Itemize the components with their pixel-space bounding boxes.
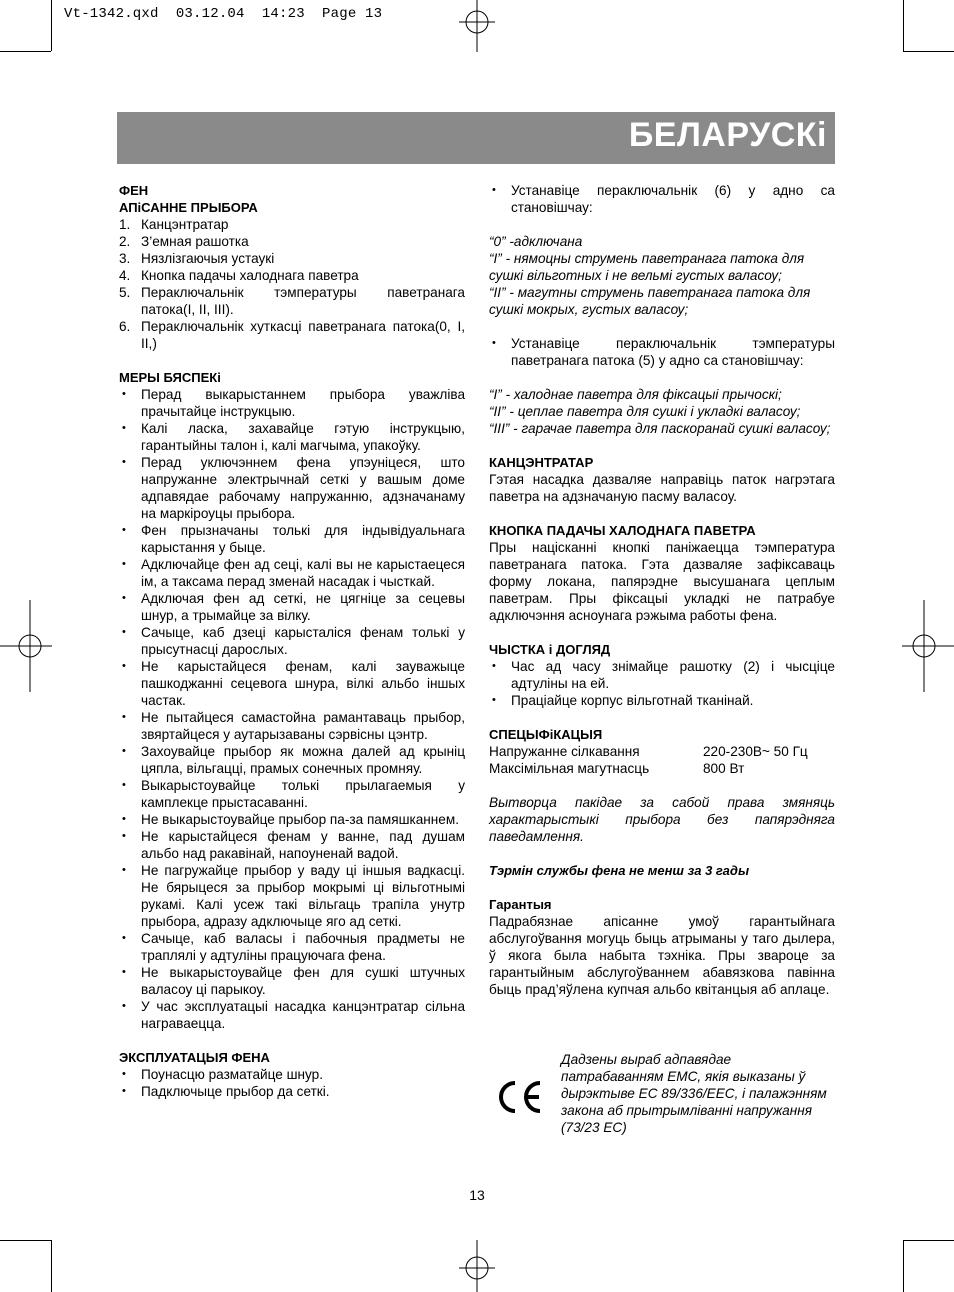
- concentrator-text: Гэтая насадка дазваляе направiць паток нагрэтага паветра на адзначаную пасму валасоу.: [489, 472, 835, 504]
- list-item: • Не карыстайцеся фенам, калі заувaжыце пашкоджанні сецевога шнура, вілкі альбо іншых частак.: [119, 658, 465, 709]
- service-life: Тэрмін службы фена не менш за 3 гады: [489, 863, 750, 878]
- speed-mode: “II” - магутны струмень паветранага патока для сушкі мокрых, густых валасоу;: [489, 285, 811, 317]
- list-item: • Фен прызначаны толькі для індывідуальнага карыстання у быце.: [119, 522, 465, 556]
- section-title-safety: МЕРЫ БЯСПЕКi: [119, 370, 221, 385]
- item-number: 4.: [119, 268, 131, 283]
- list-item: [119, 267, 465, 284]
- list-item: • Адключая фен ад сеткі, не цягніце за сецевы шнур, а трымайце за вілку.: [119, 590, 465, 624]
- list-item: • Устанавіце пераключальнік (6) у адно са становішчау:: [489, 182, 835, 216]
- section-title-operation: ЭКСПЛУАТАЦЫЯ ФЕНА: [119, 1050, 270, 1065]
- spec-key: Напружанне сілкавання: [489, 744, 640, 759]
- temp-mode: “I” - халоднае паветра для фiксацыi прычоскі;: [489, 387, 782, 402]
- crop-mark: [0, 1240, 51, 1241]
- crop-mark: [51, 0, 52, 51]
- list-item: • Не карыстайцеся фенам у ванне, пад душам альбо над ракавiнай, напоуненай вадой.: [119, 828, 465, 862]
- item-number: 5.: [119, 285, 131, 300]
- list-item: • Сачыце, каб валасы і пабочныя прадметы не траплялі у адтуліны працуючага фена.: [119, 930, 465, 964]
- section-title-specs: СПЕЦЫФіКАЦЫЯ: [489, 727, 603, 742]
- spec-row: [489, 743, 835, 760]
- ce-block: [489, 1051, 835, 1141]
- registration-mark-left: [0, 600, 52, 692]
- section-title-cool-button: КНОПКА ПАДАЧЫ ХАЛОДНАГА ПАВЕТРА: [489, 523, 756, 538]
- right-column: [489, 182, 835, 998]
- item-text: Кнопка падачы халоднага паветра: [141, 268, 359, 283]
- page-number: 13: [469, 1187, 485, 1203]
- spec-value: 220-230В~ 50 Гц: [703, 744, 808, 759]
- list-item: • Выкарыстоувайце толькі прылагаемыя у камплекце прыстасаванні.: [119, 777, 465, 811]
- spec-key: Максімільная магутнасць: [489, 761, 650, 776]
- list-item: • Перад уключэннем фена упэунiцеся, што напружанне электрычнай сеткі у вашым доме адпавядае рабочаму напружанню, адзначанаму на маркіроуцы прыбора.: [119, 454, 465, 522]
- ce-compliance-text: Дадзены выраб адпавядае патрабаванням EMC, якія выказаны ў дырэктыве EC 89/336/EEC, і палажэнням закона аб прытрымліванні напружання (73/23 EC): [561, 1052, 827, 1135]
- list-item: • Не выкарыстоувайце фен для сушкі штучных валасоу ці парыкоу.: [119, 964, 465, 998]
- parts-list: [119, 216, 465, 352]
- spec-value: 800 Вт: [703, 761, 745, 776]
- item-number: 2.: [119, 234, 131, 249]
- list-item: • Не выкарыстоувайце прыбор па-за памяшканнем.: [119, 811, 465, 828]
- list-item: • Не пагружайце прыбор у ваду ці іншыя вадкасці. Не бярыцеся за прыбор мокрымі ці вільготнымі рукамі. Калі усеж такі вільгаць трапіла унутр прыбора, адразу адключыце яго ад сеткі.: [119, 862, 465, 930]
- warranty-text: Падрабязнае апісанне умоў гарантыйнага абслугоўвання могуць быць атрыманы у таго дылера, ў якога была набыта тэхніка. Пры звароце за гарантыйным абслугоўваннем абавязкова павінна быць прад’яўлена купчая альбо квітанцыя аб аплаце.: [489, 914, 835, 997]
- temp-mode: “II” - цеплае паветра для сушкі і укладкі валасоу;: [489, 404, 801, 419]
- crop-mark: [903, 1240, 904, 1292]
- list-item: • Поунасцю разматайце шнур.: [119, 1066, 465, 1083]
- speed-mode: “I” - нямоцны струмень паветранага патока для сушкі вільготных і не вельмі густых валасоу;: [489, 251, 805, 283]
- list-item: [119, 233, 465, 250]
- list-item: • Захоувайце прыбор як можна далей ад крыніц цяпла, вільгацці, прамых сонечных промняу.: [119, 743, 465, 777]
- item-text: З’емная рашотка: [141, 234, 249, 249]
- list-item: [119, 318, 465, 352]
- file-slug: Vt-1342.qxd 03.12.04 14:23 Page 13: [64, 6, 383, 22]
- crop-mark: [51, 1240, 52, 1292]
- list-item: • Устанавіце пераключальнік тэмпературы паветранага патока (5) у адно са становішчау:: [489, 335, 835, 369]
- crop-mark: [903, 51, 954, 52]
- crop-mark: [903, 0, 904, 51]
- item-text: Нязлізгаючыя устаукі: [141, 251, 275, 266]
- speed-mode: “0” -адключана: [489, 234, 583, 249]
- crop-mark: [0, 51, 51, 52]
- ce-mark-icon: [495, 1079, 545, 1115]
- section-title-description: АПiСАННЕ ПРЫБОРА: [119, 200, 258, 215]
- section-title-fen: ФЕН: [119, 183, 149, 198]
- list-item: [119, 216, 465, 233]
- list-item: • Праціайце корпус вільготнай тканінай.: [489, 692, 835, 709]
- item-number: 6.: [119, 319, 131, 334]
- spec-row: [489, 760, 835, 777]
- registration-mark-bottom: [457, 1240, 497, 1292]
- left-column: [119, 182, 465, 1100]
- list-item: • Перад выкарыстаннем прыбора уважліва прачытайце інструкцыю.: [119, 386, 465, 420]
- safety-list: [119, 386, 465, 1032]
- list-item: • Калі ласка, захавайце гэтую інструкцыю, гарантыйны талон і, калі магчыма, упакоўку.: [119, 420, 465, 454]
- item-number: 3.: [119, 251, 131, 266]
- manufacturer-note: Вытворца пакiдае за сабой права змяняць характарыстыкі прыбора без папярэдняга паведамлення.: [489, 795, 835, 844]
- list-item: [119, 250, 465, 267]
- list-item: [119, 284, 465, 318]
- list-item: • Падключыце прыбор да сеткі.: [119, 1083, 465, 1100]
- list-item: • У час эксплуатацыі насадка канцэнтратар сільна награваецца.: [119, 998, 465, 1032]
- temp-mode: “III” - гарачае паветра для паскоранай сушкі валасоу;: [489, 421, 831, 436]
- list-item: • Адключайце фен ад сеці, калі вы не карыстаецеся ім, а таксама перад зменай насадак і чысткай.: [119, 556, 465, 590]
- crop-mark: [903, 1240, 954, 1241]
- item-number: 1.: [119, 217, 131, 232]
- item-text: Пераключальнік хуткасці паветранага патока(0, I, II,): [141, 319, 465, 351]
- section-title-warranty: Гарантыя: [489, 897, 552, 912]
- list-item: • Не пытайцеся самастойна рамантаваць прыбор, звяртайцеся у аутарызаваны сэрвісны цэнтр.: [119, 709, 465, 743]
- list-item: • Час ад часу знімайце рашотку (2) і чысціце адтуліны на ей.: [489, 658, 835, 692]
- list-item: • Сачыце, каб дзеці карысталіся фенам толькі у прысутнасці дарослых.: [119, 624, 465, 658]
- section-title-concentrator: КАНЦЭНТРАТАР: [489, 455, 594, 470]
- registration-mark-top: [457, 0, 497, 52]
- item-text: Канцэнтратар: [141, 217, 229, 232]
- banner-title: БЕЛАРУСКi: [628, 116, 827, 154]
- registration-mark-right: [902, 600, 954, 692]
- cool-button-text: Пры націсканні кнопкі паніжаецца тэмпература паветранага патока. Гэта дазваляе зафiксаваць форму локана, папярэдне высушанага цеплым паветрам. Пры фіксацыі укладкі не патрабуе адключэння асноунага рэжыма работы фена.: [489, 540, 835, 623]
- section-title-care: ЧЫСТКА і ДОГЛЯД: [489, 642, 611, 657]
- item-text: Пераключальнік тэмпературы паветранага патока(I, II, III).: [141, 285, 465, 317]
- language-banner: [117, 112, 835, 164]
